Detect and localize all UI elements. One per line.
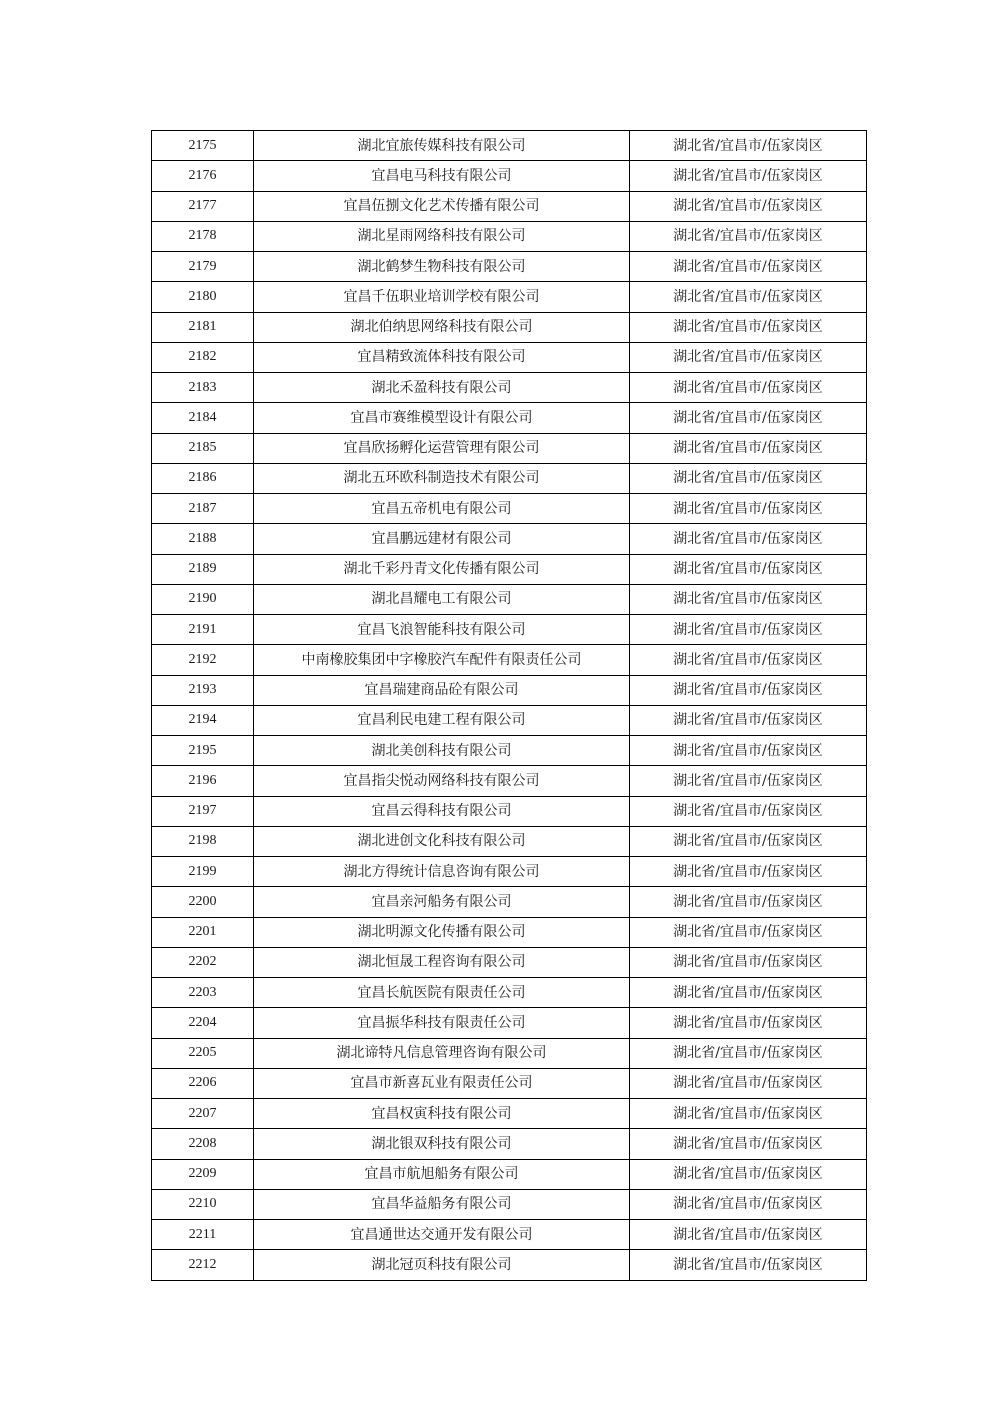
table-row (152, 796, 867, 826)
company-name-cell: 湖北鹤梦生物科技有限公司 (254, 252, 630, 282)
region-cell: 湖北省/宜昌市/伍家岗区 (630, 1159, 867, 1189)
row-number-cell: 2181 (152, 312, 254, 342)
row-number-cell: 2191 (152, 615, 254, 645)
table-row (152, 1008, 867, 1038)
table-row (152, 1038, 867, 1068)
table-row (152, 373, 867, 403)
region-cell: 湖北省/宜昌市/伍家岗区 (630, 1220, 867, 1250)
region-cell: 湖北省/宜昌市/伍家岗区 (630, 1099, 867, 1129)
company-name-cell: 宜昌长航医院有限责任公司 (254, 978, 630, 1008)
company-name-cell: 湖北进创文化科技有限公司 (254, 826, 630, 856)
region-cell: 湖北省/宜昌市/伍家岗区 (630, 1068, 867, 1098)
row-number-cell: 2179 (152, 252, 254, 282)
row-number-cell: 2202 (152, 947, 254, 977)
company-name-cell: 湖北宜旅传媒科技有限公司 (254, 131, 630, 161)
table-row (152, 917, 867, 947)
table-row (152, 252, 867, 282)
table-row (152, 615, 867, 645)
company-name-cell: 宜昌瑞建商品砼有限公司 (254, 675, 630, 705)
table-row (152, 1250, 867, 1280)
table-row (152, 131, 867, 161)
company-name-cell: 湖北千彩丹青文化传播有限公司 (254, 554, 630, 584)
row-number-cell: 2196 (152, 766, 254, 796)
row-number-cell: 2199 (152, 857, 254, 887)
company-name-cell: 湖北禾盈科技有限公司 (254, 373, 630, 403)
row-number-cell: 2203 (152, 978, 254, 1008)
region-cell: 湖北省/宜昌市/伍家岗区 (630, 252, 867, 282)
row-number-cell: 2195 (152, 736, 254, 766)
company-name-cell: 宜昌伍捌文化艺术传播有限公司 (254, 191, 630, 221)
row-number-cell: 2207 (152, 1099, 254, 1129)
region-cell: 湖北省/宜昌市/伍家岗区 (630, 1129, 867, 1159)
row-number-cell: 2177 (152, 191, 254, 221)
region-cell: 湖北省/宜昌市/伍家岗区 (630, 373, 867, 403)
company-name-cell: 宜昌欣扬孵化运营管理有限公司 (254, 433, 630, 463)
table-row (152, 1189, 867, 1219)
company-name-cell: 宜昌利民电建工程有限公司 (254, 705, 630, 735)
company-name-cell: 湖北星雨网络科技有限公司 (254, 221, 630, 251)
table-row (152, 1129, 867, 1159)
region-cell: 湖北省/宜昌市/伍家岗区 (630, 1189, 867, 1219)
row-number-cell: 2185 (152, 433, 254, 463)
company-name-cell: 湖北明源文化传播有限公司 (254, 917, 630, 947)
table-row (152, 1159, 867, 1189)
company-name-cell: 湖北伯纳思网络科技有限公司 (254, 312, 630, 342)
company-name-cell: 湖北冠页科技有限公司 (254, 1250, 630, 1280)
company-name-cell: 中南橡胶集团中字橡胶汽车配件有限责任公司 (254, 645, 630, 675)
table-row (152, 161, 867, 191)
row-number-cell: 2187 (152, 494, 254, 524)
table-row (152, 584, 867, 614)
table-row (152, 857, 867, 887)
region-cell: 湖北省/宜昌市/伍家岗区 (630, 978, 867, 1008)
row-number-cell: 2182 (152, 342, 254, 372)
region-cell: 湖北省/宜昌市/伍家岗区 (630, 917, 867, 947)
row-number-cell: 2183 (152, 373, 254, 403)
row-number-cell: 2186 (152, 463, 254, 493)
company-name-cell: 湖北方得统计信息咨询有限公司 (254, 857, 630, 887)
region-cell: 湖北省/宜昌市/伍家岗区 (630, 312, 867, 342)
region-cell: 湖北省/宜昌市/伍家岗区 (630, 826, 867, 856)
table-row (152, 1220, 867, 1250)
table-row (152, 403, 867, 433)
row-number-cell: 2178 (152, 221, 254, 251)
company-name-cell: 宜昌市航旭船务有限公司 (254, 1159, 630, 1189)
region-cell: 湖北省/宜昌市/伍家岗区 (630, 161, 867, 191)
region-cell: 湖北省/宜昌市/伍家岗区 (630, 736, 867, 766)
row-number-cell: 2204 (152, 1008, 254, 1038)
table-row (152, 282, 867, 312)
company-name-cell: 宜昌振华科技有限责任公司 (254, 1008, 630, 1038)
row-number-cell: 2189 (152, 554, 254, 584)
company-name-cell: 宜昌通世达交通开发有限公司 (254, 1220, 630, 1250)
row-number-cell: 2208 (152, 1129, 254, 1159)
table-row (152, 705, 867, 735)
row-number-cell: 2200 (152, 887, 254, 917)
table-row (152, 524, 867, 554)
company-name-cell: 宜昌电马科技有限公司 (254, 161, 630, 191)
region-cell: 湖北省/宜昌市/伍家岗区 (630, 615, 867, 645)
company-name-cell: 宜昌亲河船务有限公司 (254, 887, 630, 917)
region-cell: 湖北省/宜昌市/伍家岗区 (630, 221, 867, 251)
region-cell: 湖北省/宜昌市/伍家岗区 (630, 675, 867, 705)
table-row (152, 736, 867, 766)
region-cell: 湖北省/宜昌市/伍家岗区 (630, 403, 867, 433)
row-number-cell: 2192 (152, 645, 254, 675)
region-cell: 湖北省/宜昌市/伍家岗区 (630, 584, 867, 614)
region-cell: 湖北省/宜昌市/伍家岗区 (630, 1008, 867, 1038)
company-name-cell: 湖北美创科技有限公司 (254, 736, 630, 766)
row-number-cell: 2188 (152, 524, 254, 554)
region-cell: 湖北省/宜昌市/伍家岗区 (630, 796, 867, 826)
table-row (152, 312, 867, 342)
row-number-cell: 2198 (152, 826, 254, 856)
table-row (152, 191, 867, 221)
row-number-cell: 2180 (152, 282, 254, 312)
table-row (152, 221, 867, 251)
company-name-cell: 湖北谛特凡信息管理咨询有限公司 (254, 1038, 630, 1068)
region-cell: 湖北省/宜昌市/伍家岗区 (630, 433, 867, 463)
row-number-cell: 2176 (152, 161, 254, 191)
company-name-cell: 湖北昌耀电工有限公司 (254, 584, 630, 614)
company-name-cell: 宜昌市赛维模型设计有限公司 (254, 403, 630, 433)
row-number-cell: 2190 (152, 584, 254, 614)
row-number-cell: 2209 (152, 1159, 254, 1189)
region-cell: 湖北省/宜昌市/伍家岗区 (630, 342, 867, 372)
table-row (152, 887, 867, 917)
table-row (152, 342, 867, 372)
row-number-cell: 2212 (152, 1250, 254, 1280)
row-number-cell: 2211 (152, 1220, 254, 1250)
company-table-body (152, 131, 867, 1281)
region-cell: 湖北省/宜昌市/伍家岗区 (630, 857, 867, 887)
row-number-cell: 2201 (152, 917, 254, 947)
table-row (152, 826, 867, 856)
company-name-cell: 湖北银双科技有限公司 (254, 1129, 630, 1159)
table-row (152, 463, 867, 493)
region-cell: 湖北省/宜昌市/伍家岗区 (630, 947, 867, 977)
region-cell: 湖北省/宜昌市/伍家岗区 (630, 887, 867, 917)
row-number-cell: 2197 (152, 796, 254, 826)
table-row (152, 675, 867, 705)
region-cell: 湖北省/宜昌市/伍家岗区 (630, 494, 867, 524)
company-name-cell: 宜昌鹏远建材有限公司 (254, 524, 630, 554)
company-name-cell: 宜昌市新喜瓦业有限责任公司 (254, 1068, 630, 1098)
row-number-cell: 2194 (152, 705, 254, 735)
region-cell: 湖北省/宜昌市/伍家岗区 (630, 282, 867, 312)
company-name-cell: 宜昌云得科技有限公司 (254, 796, 630, 826)
row-number-cell: 2206 (152, 1068, 254, 1098)
table-row (152, 494, 867, 524)
company-name-cell: 宜昌千伍职业培训学校有限公司 (254, 282, 630, 312)
row-number-cell: 2175 (152, 131, 254, 161)
company-name-cell: 湖北恒晟工程咨询有限公司 (254, 947, 630, 977)
company-name-cell: 宜昌五帝机电有限公司 (254, 494, 630, 524)
company-name-cell: 宜昌飞浪智能科技有限公司 (254, 615, 630, 645)
table-row (152, 766, 867, 796)
region-cell: 湖北省/宜昌市/伍家岗区 (630, 131, 867, 161)
row-number-cell: 2205 (152, 1038, 254, 1068)
company-name-cell: 湖北五环欧科制造技术有限公司 (254, 463, 630, 493)
table-row (152, 433, 867, 463)
region-cell: 湖北省/宜昌市/伍家岗区 (630, 463, 867, 493)
region-cell: 湖北省/宜昌市/伍家岗区 (630, 1038, 867, 1068)
row-number-cell: 2193 (152, 675, 254, 705)
table-row (152, 947, 867, 977)
table-row (152, 554, 867, 584)
table-row (152, 978, 867, 1008)
company-table (151, 130, 867, 1281)
region-cell: 湖北省/宜昌市/伍家岗区 (630, 191, 867, 221)
region-cell: 湖北省/宜昌市/伍家岗区 (630, 766, 867, 796)
region-cell: 湖北省/宜昌市/伍家岗区 (630, 524, 867, 554)
region-cell: 湖北省/宜昌市/伍家岗区 (630, 1250, 867, 1280)
row-number-cell: 2184 (152, 403, 254, 433)
company-name-cell: 宜昌权寅科技有限公司 (254, 1099, 630, 1129)
company-name-cell: 宜昌指尖悦动网络科技有限公司 (254, 766, 630, 796)
region-cell: 湖北省/宜昌市/伍家岗区 (630, 645, 867, 675)
company-name-cell: 宜昌精致流体科技有限公司 (254, 342, 630, 372)
row-number-cell: 2210 (152, 1189, 254, 1219)
table-row (152, 645, 867, 675)
table-row (152, 1099, 867, 1129)
region-cell: 湖北省/宜昌市/伍家岗区 (630, 554, 867, 584)
region-cell: 湖北省/宜昌市/伍家岗区 (630, 705, 867, 735)
company-name-cell: 宜昌华益船务有限公司 (254, 1189, 630, 1219)
table-row (152, 1068, 867, 1098)
